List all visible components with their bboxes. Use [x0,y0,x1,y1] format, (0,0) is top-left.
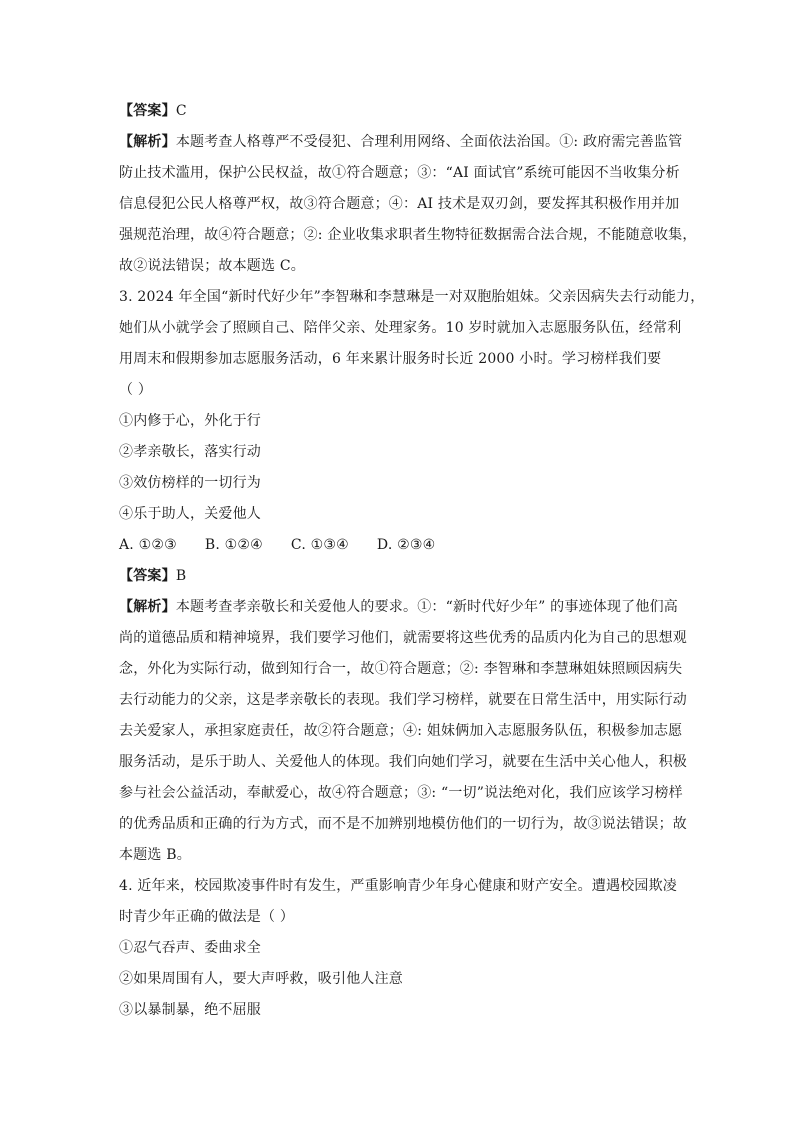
q3-analysis-line: 参与社会公益活动，奉献爱心，故④符合题意；③: “一切”说法绝对化，我们应该学习榜样 [119,785,683,801]
analysis-text: 本题考查人格尊严不受侵犯、合理利用网络、全面依法治国。①: 政府需完善监管 [175,134,683,150]
option-d: D. ②③④ [376,537,436,553]
q4-stem-line: 4. 近年来，校园欺凌事件时有发生，严重影响青少年身心健康和财产安全。遭遇校园欺凌 [119,878,678,894]
option-b: B. ①②④ [204,537,263,553]
q2-analysis-line: 故②说法错误；故本题选 C。 [119,258,305,274]
analysis-tag: 【解析】 [119,599,176,615]
q3-analysis-line: 的优秀品质和正确的行为方式，而不是不加辨别地模仿他们的一切行为，故③说法错误；故 [119,816,687,832]
option-c: C. ①③④ [290,537,349,553]
q3-item: ①内修于心，外化于行 [119,413,261,429]
q3-analysis-line [119,592,689,623]
option-a: A. ①②③ [119,537,177,553]
q3-options [119,530,689,561]
q3-answer [119,561,689,592]
q3-analysis-line: 服务活动，是乐于助人、关爱他人的体现。我们向她们学习，就要在生活中关心他人，积极 [119,754,687,770]
analysis-text: 本题考查孝亲敬长和关爱他人的要求。①：“新时代好少年” 的事迹体现了他们高 [175,599,678,615]
q4-item: ①忍气吞声、委曲求全 [119,940,261,956]
q4-item: ②如果周围有人，要大声呼救，吸引他人注意 [119,971,403,987]
q2-analysis-line: 强规范治理，故④符合题意；②: 企业收集求职者生物特征数据需合法合规，不能随意收集， [119,227,697,243]
answer-tag: 【答案】 [119,103,176,119]
q3-stem-line: 她们从小就学会了照顾自己、陪伴父亲、处理家务。10 岁时就加入志愿服务队伍，经常利 [119,320,682,336]
q3-stem-line: （ ） [119,382,153,398]
analysis-tag: 【解析】 [119,134,176,150]
page-content [119,96,705,1026]
q3-analysis-line: 本题选 B。 [119,847,191,863]
q3-analysis-line: 尚的道德品质和精神境界，我们要学习他们，就需要将这些优秀的品质内化为自己的思想观 [119,630,687,646]
q2-analysis-line [119,127,689,158]
q4-item: ③以暴制暴，绝不屈服 [119,1002,261,1018]
q3-analysis-line: 去关爱家人，承担家庭责任，故②符合题意；④: 姐妹俩加入志愿服务队伍，积极参加志愿 [119,723,683,739]
q3-stem-line: 用周末和假期参加志愿服务活动，6 年来累计服务时长近 2000 小时。学习榜样我们要 [119,351,662,367]
q4-stem-line: 时青少年正确的做法是（ ） [119,909,295,925]
q3-analysis-line: 去行动能力的父亲，这是孝亲敬长的表现。我们学习榜样，就要在日常生活中，用实际行动 [119,692,687,708]
q2-analysis-line: 信息侵犯公民人格尊严权，故③符合题意；④：AI 技术是双刃剑，要发挥其积极作用并加 [119,196,680,212]
q2-answer [119,96,689,127]
answer-tag: 【答案】 [119,568,176,584]
q2-analysis-line: 防止技术滥用，保护公民权益，故①符合题意；③：“AI 面试官”系统可能因不当收集分析 [119,165,680,181]
answer-value: B [175,568,187,584]
q3-item: ②孝亲敬长，落实行动 [119,444,261,460]
q3-item: ③效仿榜样的一切行为 [119,475,261,491]
answer-value: C [175,103,187,119]
q3-analysis-line: 念，外化为实际行动，做到知行合一，故①符合题意；②: 李智琳和李慧琳姐妹照顾因病失 [119,661,683,677]
q3-item: ④乐于助人，关爱他人 [119,506,261,522]
q3-stem-line: 3. 2024 年全国“新时代好少年”李智琳和李慧琳是一对双胞胎姐妹。父亲因病失去行动能力， [119,289,705,305]
